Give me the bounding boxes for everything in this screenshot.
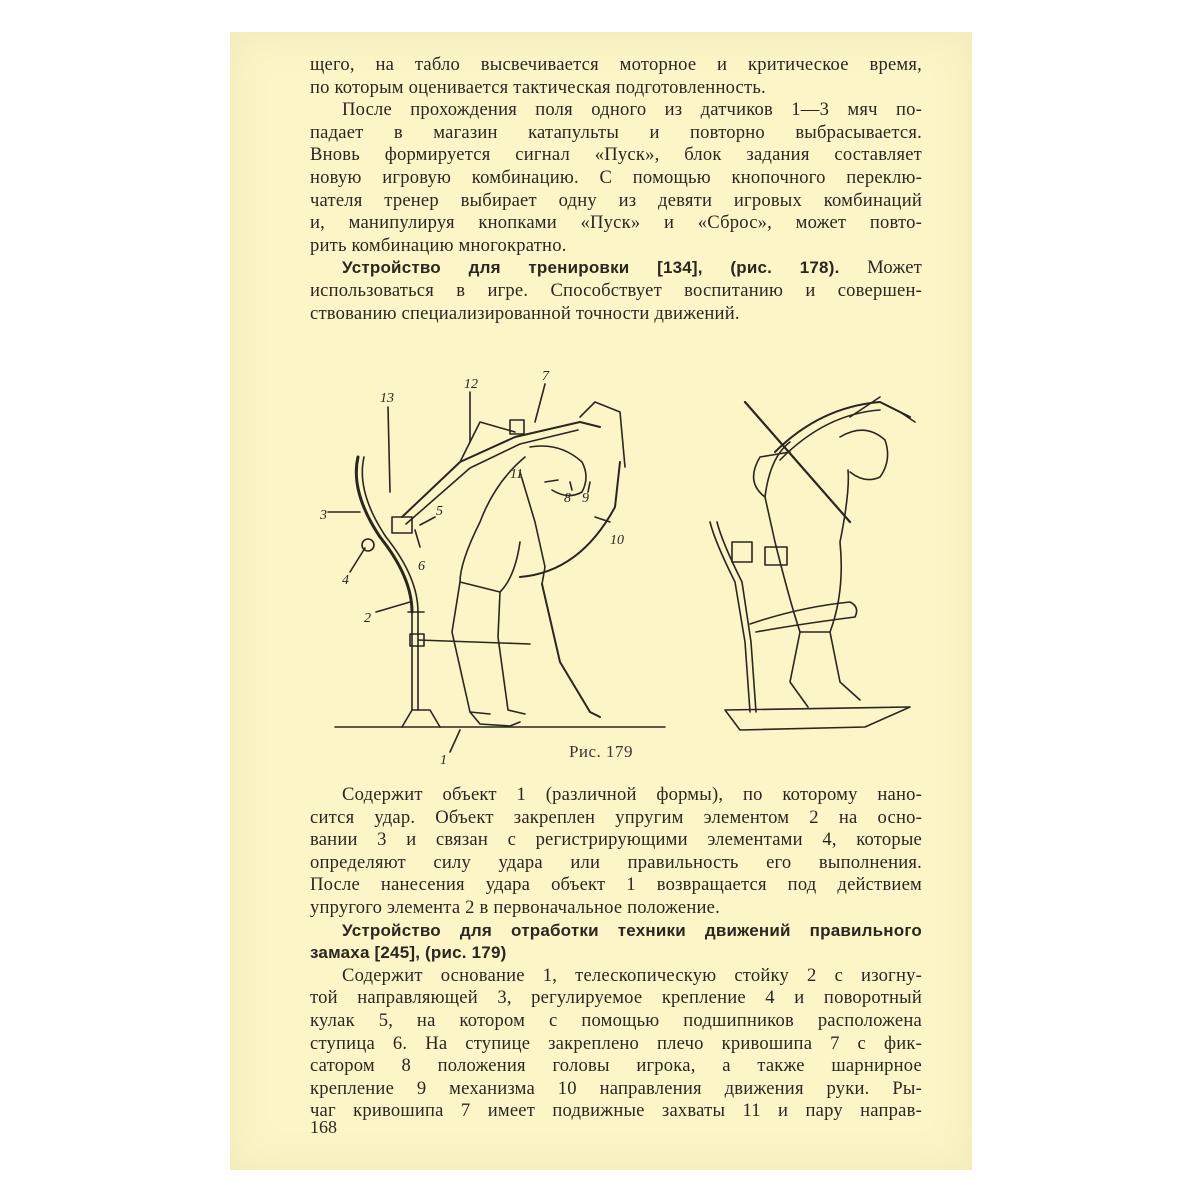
label-13: 13 bbox=[380, 391, 394, 406]
text-line: После нанесения удара объект 1 возвращается под действием bbox=[310, 874, 922, 896]
text-line: щего, на табло высвечивается моторное и критическое время, bbox=[310, 54, 922, 75]
text-line: сится удар. Объект закреплен упругим элементом 2 на осно- bbox=[310, 806, 922, 828]
label-1: 1 bbox=[440, 753, 447, 768]
right-knee-bar bbox=[750, 602, 857, 632]
right-club bbox=[745, 402, 850, 522]
golfer-leg-right bbox=[498, 592, 525, 714]
right-post bbox=[710, 522, 750, 712]
text-line: После прохождения поля одного из датчиков 1—3 мяч по- bbox=[342, 99, 922, 121]
paragraph-object bbox=[310, 784, 922, 920]
label-10: 10 bbox=[610, 533, 624, 548]
label-9: 9 bbox=[582, 491, 589, 506]
text-line: Содержит основание 1, телескопическую стойку 2 с изогну- bbox=[342, 964, 922, 986]
text-line: чаг кривошипа 7 имеет подвижные захваты 11 и пару направ- bbox=[310, 1100, 922, 1122]
right-base-plate bbox=[725, 707, 910, 730]
label-2: 2 bbox=[364, 611, 371, 626]
text-line: Содержит объект 1 (различной формы), по которому нано- bbox=[342, 784, 922, 805]
text-line: новую игровую комбинацию. С помощью кнопочного переклю- bbox=[310, 166, 922, 188]
section-swing-device bbox=[310, 920, 922, 1123]
text-line: ступица 6. На ступице закреплено плечо кривошипа 7 с фик- bbox=[310, 1032, 922, 1054]
label-12: 12 bbox=[464, 377, 478, 392]
text-line: кулак 5, на котором с помощью подшипников расположена bbox=[310, 1009, 922, 1031]
heading-tail: Может bbox=[867, 257, 922, 279]
label-3: 3 bbox=[320, 508, 327, 523]
text-line: и, манипулируя кнопками «Пуск» и «Сброс», может повто- bbox=[310, 212, 922, 234]
section-heading: Устройство для тренировки [134], (рис. 178). bbox=[342, 258, 840, 278]
text-line: крепление 9 механизма 10 направления движения руки. Ры- bbox=[310, 1077, 922, 1099]
text-line: сатором 8 положения головы игрока, а также шарнирное bbox=[310, 1055, 922, 1077]
text-line: использоваться в игре. Способствует воспитанию и совершен- bbox=[310, 279, 922, 301]
label-7: 7 bbox=[542, 369, 549, 384]
text-line: рить комбинацию многократно. bbox=[310, 234, 567, 256]
knee-bar bbox=[418, 640, 530, 644]
label-8: 8 bbox=[564, 491, 571, 506]
text-line: упругого элемента 2 в первоначальное положение. bbox=[310, 896, 720, 918]
right-crank-arm bbox=[775, 402, 910, 452]
text-line: вании 3 и связан с регистрирующими элементами 4, которые bbox=[310, 829, 922, 851]
text-line: падает в магазин катапульты и повторно выбрасывается. bbox=[310, 121, 922, 143]
section-training-device bbox=[310, 257, 922, 325]
telescopic-post bbox=[412, 612, 418, 710]
paragraph-continuation bbox=[310, 54, 922, 99]
text-block-bottom bbox=[310, 784, 922, 1123]
text-line: Вновь формируется сигнал «Пуск», блок задания составляет bbox=[310, 144, 922, 166]
paragraph-catapult bbox=[310, 99, 922, 257]
page-number: 168 bbox=[310, 1117, 337, 1137]
label-6: 6 bbox=[418, 559, 425, 574]
text-line: чателя тренер выбирает одну из девяти игровых комбинаций bbox=[310, 189, 922, 211]
golfer-head bbox=[530, 446, 586, 496]
section-heading: замаха [245], (рис. 179) bbox=[310, 943, 507, 963]
text-line: той направляющей 3, регулируемое крепление 4 и поворотный bbox=[310, 987, 922, 1009]
text-line: определяют силу удара или правильность его выполнения. bbox=[310, 851, 922, 873]
text-line: по которым оценивается тактическая подготовленность. bbox=[310, 76, 766, 98]
base-plate bbox=[402, 710, 440, 727]
golf-club bbox=[542, 584, 600, 717]
right-golfer-head bbox=[840, 430, 888, 479]
label-11: 11 bbox=[510, 467, 523, 482]
section-heading: Устройство для отработки техники движений правильного bbox=[342, 920, 922, 940]
text-block-top bbox=[310, 54, 922, 325]
book-page bbox=[230, 32, 972, 1170]
figure-caption: Рис. 179 bbox=[568, 742, 634, 761]
golfer-leg-left bbox=[452, 582, 490, 714]
label-5: 5 bbox=[436, 504, 443, 519]
text-line: ствованию специализированной точности движений. bbox=[310, 302, 740, 324]
text-line bbox=[310, 257, 922, 280]
label-4: 4 bbox=[342, 573, 349, 588]
